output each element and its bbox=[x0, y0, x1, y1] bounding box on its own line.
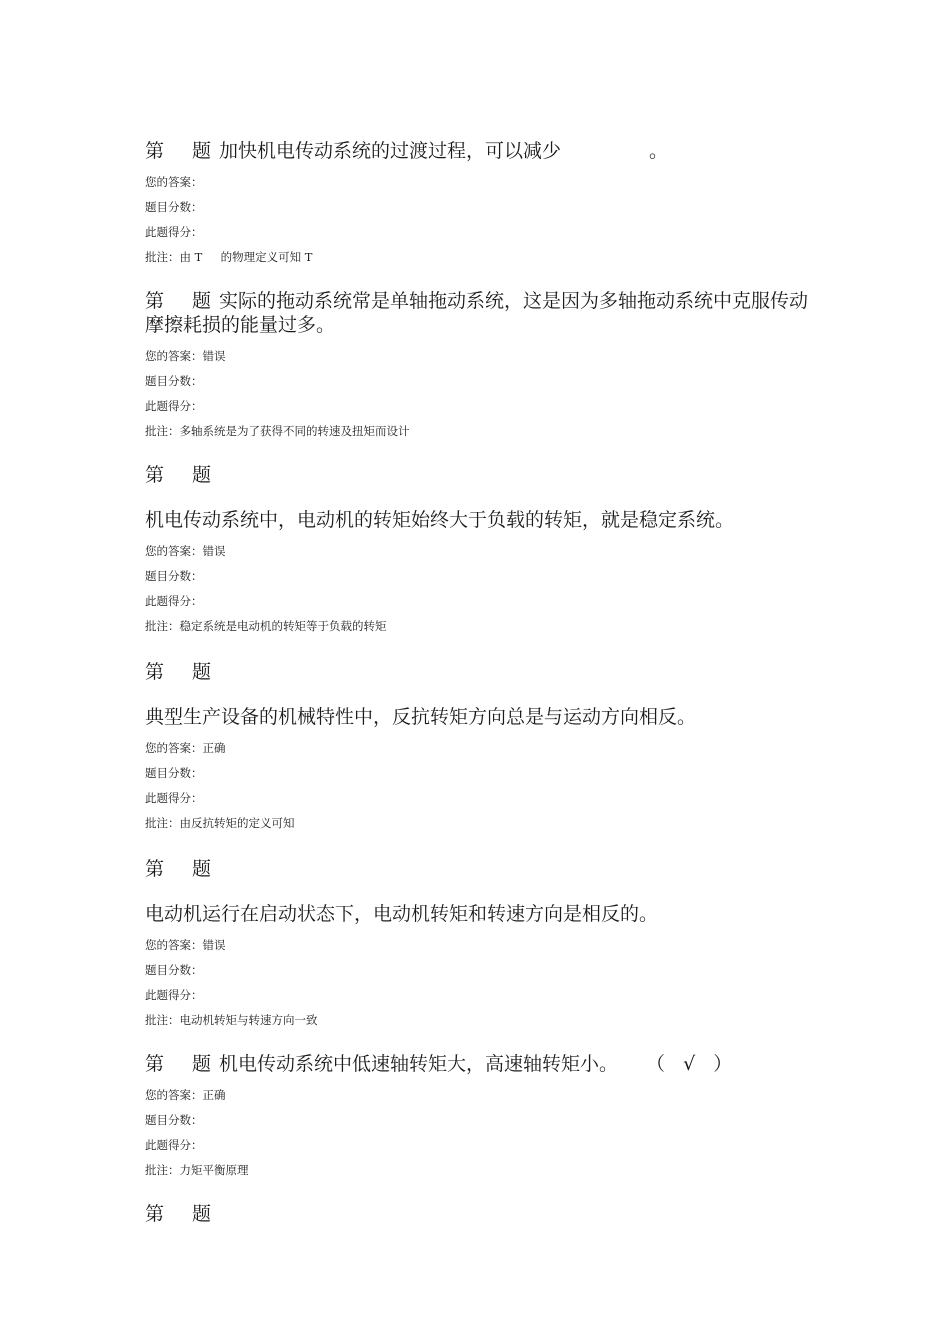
question-header: 第 题 实际的拖动系统常是单轴拖动系统，这是因为多轴拖动系统中克服传动摩擦耗损的能量过多。 bbox=[145, 290, 809, 336]
got-row: 此题得分： bbox=[145, 594, 203, 608]
question-header: 第 题 机电传动系统中低速轴转矩大，高速轴转矩小。 （ √ ） bbox=[145, 1053, 739, 1075]
question-5 bbox=[145, 857, 835, 1027]
question-7 bbox=[145, 1202, 835, 1226]
score-row: 题目分数： bbox=[145, 963, 203, 977]
note-value: 电动机转矩与转速方向一致 bbox=[179, 1013, 318, 1027]
question-header: 第 题 bbox=[145, 1203, 212, 1225]
question-header bbox=[145, 139, 835, 163]
answer-value: 错误 bbox=[202, 349, 226, 363]
di-label: 第 bbox=[145, 140, 165, 162]
question-text: 典型生产设备的机械特性中，反抗转矩方向总是与运动方向相反。 bbox=[145, 706, 697, 728]
question-6 bbox=[145, 1052, 835, 1177]
note-row: 批注：稳定系统是电动机的转矩等于负载的转矩 bbox=[145, 619, 387, 633]
note-value: 力矩平衡原理 bbox=[179, 1163, 249, 1177]
note-value: 多轴系统是为了获得不同的转速及扭矩而设计 bbox=[179, 424, 410, 438]
question-2 bbox=[145, 289, 815, 438]
note-row: 批注：电动机转矩与转速方向一致 bbox=[145, 1013, 318, 1027]
question-text: 加快机电传动系统的过渡过程，可以减少 bbox=[219, 140, 562, 162]
note-row: 批注：由反抗转矩的定义可知 bbox=[145, 816, 295, 830]
score-row: 题目分数： bbox=[145, 1113, 203, 1127]
question-text: 实际的拖动系统常是单轴拖动系统，这是因为多轴拖动系统中克服传动摩擦耗损的能量过多。 bbox=[145, 290, 809, 336]
note-value: 由 T 的物理定义可知 T bbox=[179, 250, 313, 264]
note-row: 批注：力矩平衡原理 bbox=[145, 1163, 249, 1177]
answer-row: 您的答案：正确 bbox=[145, 1088, 226, 1102]
question-3 bbox=[145, 463, 835, 633]
note-value: 稳定系统是电动机的转矩等于负载的转矩 bbox=[179, 619, 387, 633]
score-row: 题目分数： bbox=[145, 766, 203, 780]
score-row: 题目分数： bbox=[145, 200, 203, 214]
question-4 bbox=[145, 660, 835, 830]
question-text: 电动机运行在启动状态下，电动机转矩和转速方向是相反的。 bbox=[145, 903, 659, 925]
answer-mark: （ √ ） bbox=[646, 1053, 739, 1075]
question-text: 机电传动系统中低速轴转矩大，高速轴转矩小。 bbox=[219, 1053, 619, 1075]
got-row: 此题得分： bbox=[145, 399, 203, 413]
got-row: 此题得分： bbox=[145, 225, 203, 239]
note-row: 批注：由 T 的物理定义可知 T bbox=[145, 250, 313, 264]
answer-value: 错误 bbox=[202, 544, 226, 558]
answer-value: 正确 bbox=[202, 741, 226, 755]
got-row: 此题得分： bbox=[145, 988, 203, 1002]
answer-value: 正确 bbox=[202, 1088, 226, 1102]
got-row: 此题得分： bbox=[145, 791, 203, 805]
got-row: 此题得分： bbox=[145, 1138, 203, 1152]
score-row: 题目分数： bbox=[145, 569, 203, 583]
score-row: 题目分数： bbox=[145, 374, 203, 388]
question-header: 第 题 bbox=[145, 858, 212, 880]
question-text: 机电传动系统中，电动机的转矩始终大于负载的转矩，就是稳定系统。 bbox=[145, 509, 735, 531]
note-row: 批注：多轴系统是为了获得不同的转速及扭矩而设计 bbox=[145, 424, 410, 438]
answer-row: 您的答案：错误 bbox=[145, 938, 226, 952]
ti-label: 题 bbox=[192, 140, 212, 162]
question-header: 第 题 bbox=[145, 661, 212, 683]
question-header: 第 题 bbox=[145, 464, 212, 486]
answer-row: 您的答案： bbox=[145, 175, 203, 189]
note-value: 由反抗转矩的定义可知 bbox=[179, 816, 295, 830]
question-1 bbox=[145, 139, 835, 264]
answer-row: 您的答案：错误 bbox=[145, 349, 226, 363]
answer-row: 您的答案：错误 bbox=[145, 544, 226, 558]
answer-value: 错误 bbox=[202, 938, 226, 952]
answer-row: 您的答案：正确 bbox=[145, 741, 226, 755]
question-tail: 。 bbox=[649, 140, 669, 162]
